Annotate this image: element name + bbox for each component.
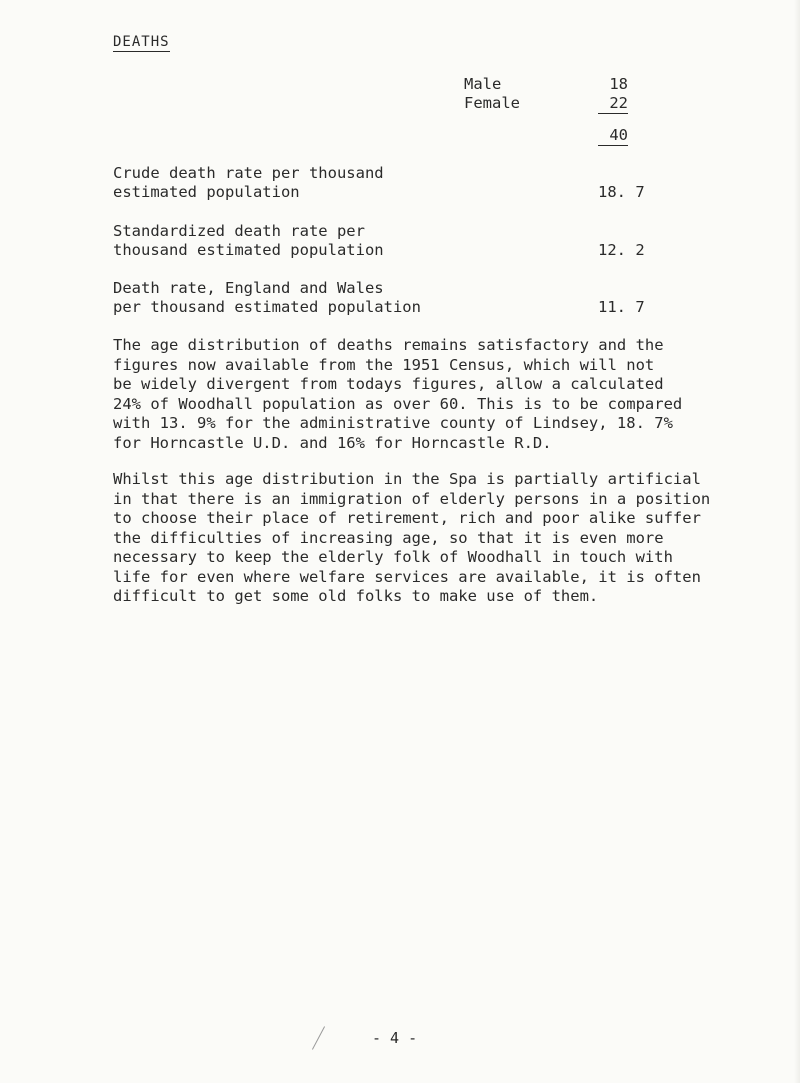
paragraph-line: Whilst this age distribution in the Spa is partially artificial xyxy=(113,470,701,488)
page-number: - 4 - xyxy=(372,1029,418,1047)
paragraph-line: for Horncastle U.D. and 16% for Horncastle R.D. xyxy=(113,433,552,452)
rate-standardized-value: 12. 2 xyxy=(598,241,645,259)
page-edge-shadow xyxy=(794,0,800,1083)
paragraph-line: the difficulties of increasing age, so that it is even more xyxy=(113,528,664,547)
paragraph-line: 24% of Woodhall population as over 60. This is to be compared xyxy=(113,394,683,413)
paragraph-age-distribution xyxy=(113,336,753,453)
female-value: 22 xyxy=(598,94,628,114)
rate-crude-line2: estimated population xyxy=(113,183,300,201)
rate-standardized-line1: Standardized death rate per xyxy=(113,222,365,240)
paragraph-line: in that there is an immigration of elderly persons in a position xyxy=(113,489,711,508)
paragraph-line: necessary to keep the elderly folk of Woodhall in touch with xyxy=(113,548,673,566)
paragraph-line: The age distribution of deaths remains satisfactory and the xyxy=(113,336,664,354)
paragraph-line: difficult to get some old folks to make use of them. xyxy=(113,587,599,605)
paragraph-line: to choose their place of retirement, rich and poor alike suffer xyxy=(113,509,701,527)
rate-crude-line1: Crude death rate per thousand xyxy=(113,164,384,182)
section-heading: DEATHS xyxy=(113,34,170,50)
rate-england-wales-line2: per thousand estimated population xyxy=(113,298,421,316)
male-value: 18 xyxy=(609,75,628,93)
paragraph-line: life for even where welfare services are available, it is often xyxy=(113,567,701,586)
total-value: 40 xyxy=(598,126,628,146)
male-label: Male xyxy=(464,75,502,93)
rate-england-wales-value: 11. 7 xyxy=(598,298,645,316)
female-label: Female xyxy=(464,94,520,112)
paragraph-line: be widely divergent from todays figures, allow a calculated xyxy=(113,375,664,393)
paragraph-elderly-welfare xyxy=(113,470,753,607)
rate-crude-value: 18. 7 xyxy=(598,183,645,201)
pencil-mark xyxy=(312,1026,325,1049)
paragraph-line: figures now available from the 1951 Census, which will not xyxy=(113,355,655,374)
rate-england-wales-line1: Death rate, England and Wales xyxy=(113,279,384,297)
paragraph-line: with 13. 9% for the administrative county of Lindsey, 18. 7% xyxy=(113,414,673,432)
rate-standardized-line2: thousand estimated population xyxy=(113,241,384,259)
